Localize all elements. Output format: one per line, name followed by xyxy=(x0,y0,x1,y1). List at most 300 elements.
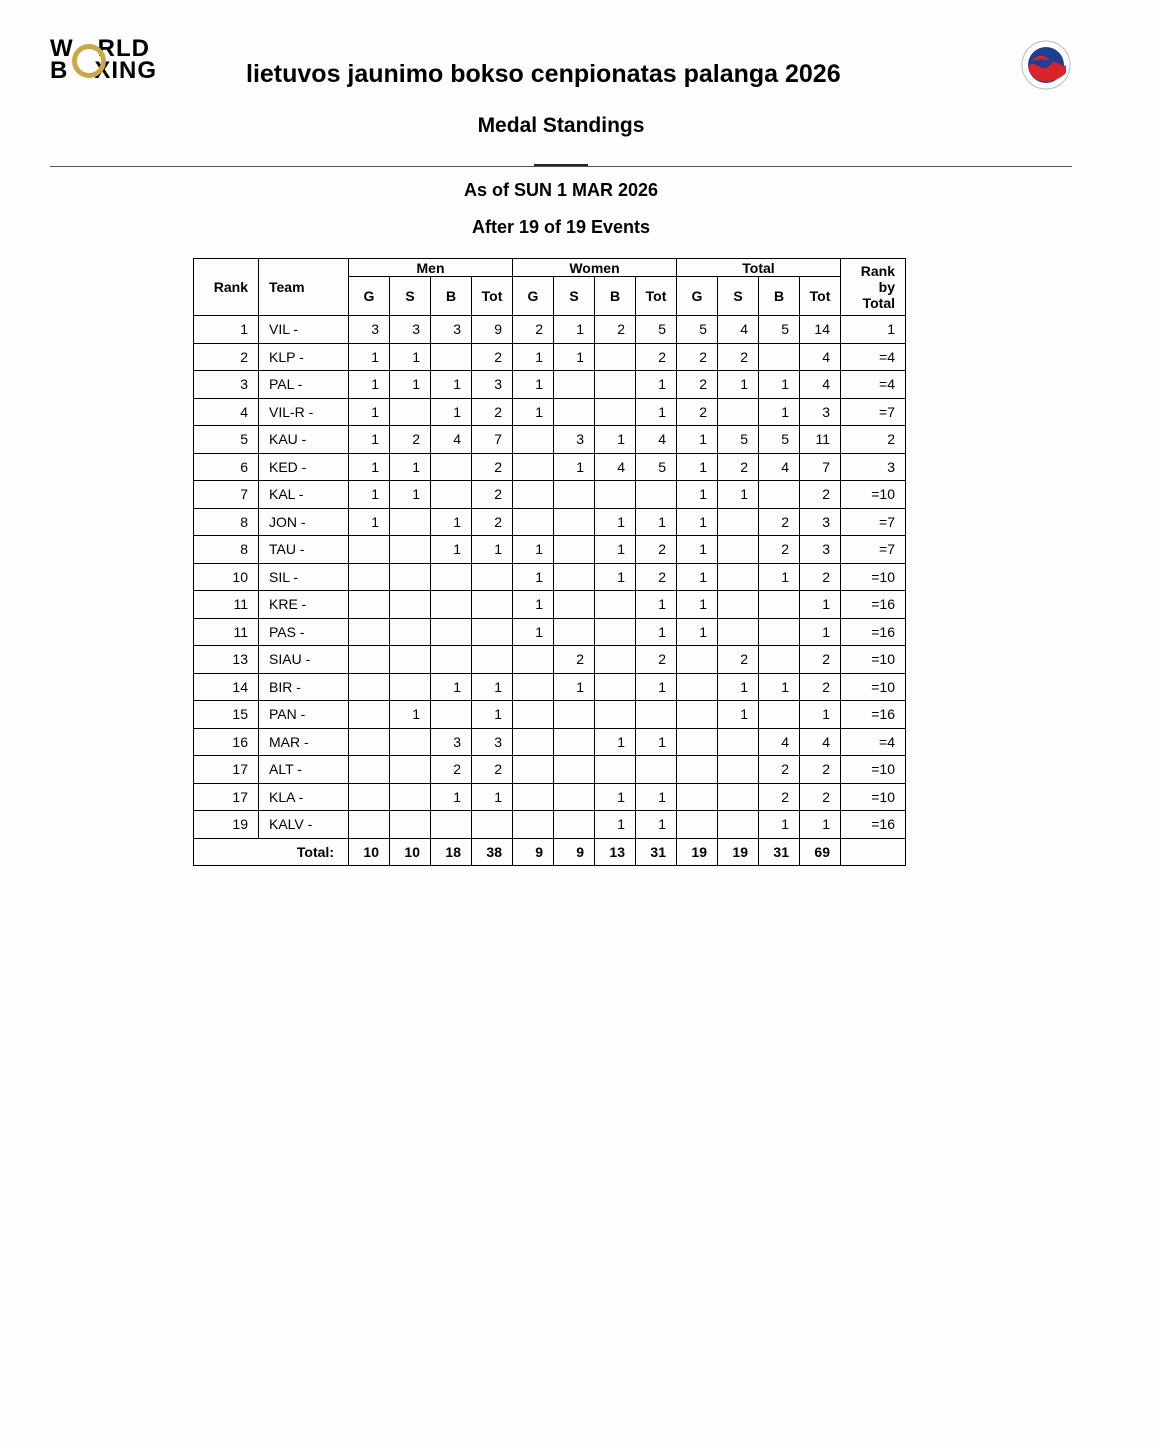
medal-count-cell: 9 xyxy=(472,316,513,344)
medal-count-cell xyxy=(513,481,554,509)
medal-count-cell: 2 xyxy=(800,673,841,701)
medal-count-cell: 1 xyxy=(759,563,800,591)
medal-count-cell: 2 xyxy=(800,756,841,784)
medal-count-cell xyxy=(595,371,636,399)
total-count-cell: 18 xyxy=(431,838,472,865)
medal-count-cell: 1 xyxy=(390,371,431,399)
medal-count-cell: 1 xyxy=(390,343,431,371)
rank-by-total-cell: =10 xyxy=(841,673,906,701)
medal-count-cell xyxy=(718,783,759,811)
medal-count-cell xyxy=(554,756,595,784)
total-count-cell: 69 xyxy=(800,838,841,865)
medal-count-cell xyxy=(636,701,677,729)
medal-count-cell: 1 xyxy=(513,398,554,426)
medal-count-cell: 2 xyxy=(759,783,800,811)
medal-count-cell: 1 xyxy=(554,453,595,481)
medal-count-cell: 2 xyxy=(472,481,513,509)
medal-count-cell: 4 xyxy=(759,728,800,756)
total-count-cell: 31 xyxy=(636,838,677,865)
medal-count-cell xyxy=(595,756,636,784)
header-team: Team xyxy=(259,259,349,316)
team-cell: KALV - xyxy=(259,811,349,839)
medal-count-cell xyxy=(513,811,554,839)
as-of-date: As of SUN 1 MAR 2026 xyxy=(463,180,659,200)
header-total-tot: Tot xyxy=(800,277,841,316)
medal-count-cell xyxy=(595,398,636,426)
medal-count-cell: 1 xyxy=(513,371,554,399)
medal-count-cell: 7 xyxy=(472,426,513,454)
medal-count-cell xyxy=(636,756,677,784)
rank-by-total-cell: =10 xyxy=(841,756,906,784)
team-cell: PAN - xyxy=(259,701,349,729)
medal-count-cell: 1 xyxy=(800,811,841,839)
medal-count-cell xyxy=(718,398,759,426)
medal-count-cell: 1 xyxy=(677,453,718,481)
world-boxing-logo xyxy=(50,35,190,84)
medal-count-cell: 1 xyxy=(349,453,390,481)
medal-count-cell xyxy=(431,481,472,509)
medal-count-cell: 2 xyxy=(759,536,800,564)
medal-count-cell xyxy=(349,563,390,591)
medal-count-cell xyxy=(472,811,513,839)
medal-count-cell: 1 xyxy=(431,673,472,701)
team-cell: VIL - xyxy=(259,316,349,344)
table-row xyxy=(194,591,906,619)
medal-count-cell: 1 xyxy=(513,536,554,564)
medal-count-cell: 1 xyxy=(677,563,718,591)
medal-count-cell xyxy=(390,646,431,674)
header-group-men: Men xyxy=(349,259,513,277)
medal-count-cell: 2 xyxy=(390,426,431,454)
medal-count-cell xyxy=(718,728,759,756)
header-men-tot: Tot xyxy=(472,277,513,316)
rank-cell: 6 xyxy=(194,453,259,481)
medal-count-cell xyxy=(472,618,513,646)
rank-by-total-cell: =10 xyxy=(841,783,906,811)
medal-count-cell xyxy=(595,343,636,371)
events-count: After 19 of 19 Events xyxy=(471,217,651,237)
medal-count-cell xyxy=(554,811,595,839)
header-total-g: G xyxy=(677,277,718,316)
medal-count-cell: 4 xyxy=(718,316,759,344)
medal-count-cell xyxy=(390,673,431,701)
medal-count-cell xyxy=(390,591,431,619)
medal-count-cell xyxy=(636,481,677,509)
medal-count-cell xyxy=(554,618,595,646)
table-row xyxy=(194,398,906,426)
team-cell: BIR - xyxy=(259,673,349,701)
medal-count-cell: 14 xyxy=(800,316,841,344)
rank-by-total-cell: =7 xyxy=(841,508,906,536)
medal-count-cell: 1 xyxy=(636,618,677,646)
medal-count-cell: 1 xyxy=(595,728,636,756)
medal-count-cell: 3 xyxy=(431,728,472,756)
medal-count-cell: 5 xyxy=(636,316,677,344)
rank-by-total-cell: 3 xyxy=(841,453,906,481)
medal-count-cell: 1 xyxy=(800,618,841,646)
medal-count-cell: 1 xyxy=(718,701,759,729)
medal-count-cell xyxy=(677,646,718,674)
table-row xyxy=(194,783,906,811)
medal-count-cell xyxy=(718,756,759,784)
medal-count-cell xyxy=(595,646,636,674)
medal-count-cell: 2 xyxy=(431,756,472,784)
medal-count-cell: 3 xyxy=(390,316,431,344)
medal-count-cell: 2 xyxy=(636,536,677,564)
medal-count-cell: 2 xyxy=(800,563,841,591)
medal-count-cell xyxy=(554,536,595,564)
medal-count-cell: 1 xyxy=(595,536,636,564)
medal-count-cell xyxy=(390,508,431,536)
medal-count-cell xyxy=(759,701,800,729)
header-total-b: B xyxy=(759,277,800,316)
team-cell: KLP - xyxy=(259,343,349,371)
header-rank-by-total xyxy=(841,259,906,316)
rank-cell: 4 xyxy=(194,398,259,426)
medal-count-cell: 1 xyxy=(595,811,636,839)
medal-count-cell xyxy=(513,673,554,701)
medal-count-cell: 3 xyxy=(800,536,841,564)
medal-count-cell xyxy=(554,481,595,509)
medal-count-cell xyxy=(390,783,431,811)
table-row xyxy=(194,481,906,509)
medal-count-cell xyxy=(349,701,390,729)
medal-count-cell xyxy=(554,701,595,729)
medal-count-cell xyxy=(349,783,390,811)
logo-text-rld: RLD xyxy=(97,35,150,62)
medal-count-cell: 1 xyxy=(595,563,636,591)
medal-count-cell: 2 xyxy=(759,508,800,536)
medal-count-cell: 3 xyxy=(800,398,841,426)
medal-count-cell: 4 xyxy=(800,371,841,399)
rank-cell: 3 xyxy=(194,371,259,399)
medal-count-cell: 2 xyxy=(554,646,595,674)
medal-count-cell xyxy=(513,728,554,756)
medal-count-cell xyxy=(677,756,718,784)
medal-count-cell: 1 xyxy=(472,783,513,811)
medal-count-cell: 1 xyxy=(677,508,718,536)
rank-cell: 5 xyxy=(194,426,259,454)
medal-count-cell: 1 xyxy=(718,481,759,509)
medal-count-cell xyxy=(554,371,595,399)
medal-count-cell xyxy=(349,591,390,619)
rank-by-total-cell: =16 xyxy=(841,591,906,619)
header-women-b: B xyxy=(595,277,636,316)
medal-count-cell xyxy=(472,646,513,674)
logo-ring-icon xyxy=(72,44,106,78)
total-count-cell: 9 xyxy=(554,838,595,865)
medal-count-cell: 1 xyxy=(800,591,841,619)
logo-text-b: B xyxy=(50,57,69,84)
medal-count-cell xyxy=(677,701,718,729)
total-count-cell: 9 xyxy=(513,838,554,865)
medal-count-cell: 1 xyxy=(800,701,841,729)
medal-count-cell xyxy=(554,728,595,756)
medal-count-cell: 1 xyxy=(636,591,677,619)
medal-count-cell xyxy=(718,508,759,536)
rank-cell: 11 xyxy=(194,618,259,646)
medal-count-cell xyxy=(718,591,759,619)
header-women-s: S xyxy=(554,277,595,316)
totals-row xyxy=(194,838,906,865)
medal-count-cell: 3 xyxy=(472,371,513,399)
medal-count-cell xyxy=(431,618,472,646)
medal-count-cell xyxy=(718,563,759,591)
medal-count-cell xyxy=(554,563,595,591)
totals-rank-cell xyxy=(841,838,906,865)
medal-count-cell: 2 xyxy=(677,371,718,399)
table-row xyxy=(194,536,906,564)
total-count-cell: 31 xyxy=(759,838,800,865)
rank-cell: 13 xyxy=(194,646,259,674)
medal-count-cell: 1 xyxy=(513,618,554,646)
medal-count-cell: 2 xyxy=(472,756,513,784)
rank-cell: 1 xyxy=(194,316,259,344)
totals-label: Total: xyxy=(194,838,349,865)
medal-count-cell: 1 xyxy=(595,783,636,811)
medal-count-cell: 3 xyxy=(554,426,595,454)
header-rank-by-total-line3: Total xyxy=(862,295,895,311)
table-row xyxy=(194,756,906,784)
rank-by-total-cell: =4 xyxy=(841,728,906,756)
table-row xyxy=(194,728,906,756)
medal-count-cell: 1 xyxy=(431,508,472,536)
medal-count-cell: 2 xyxy=(636,646,677,674)
rank-by-total-cell: 1 xyxy=(841,316,906,344)
medal-count-cell: 4 xyxy=(800,728,841,756)
medal-count-cell: 1 xyxy=(390,481,431,509)
medal-count-cell: 1 xyxy=(554,316,595,344)
medal-count-cell: 1 xyxy=(349,481,390,509)
header-divider xyxy=(50,166,1072,167)
medal-count-cell xyxy=(513,783,554,811)
table-row xyxy=(194,508,906,536)
medal-count-cell: 1 xyxy=(718,673,759,701)
medal-count-cell xyxy=(554,783,595,811)
medal-count-cell: 1 xyxy=(431,536,472,564)
medal-count-cell: 1 xyxy=(677,591,718,619)
total-count-cell: 19 xyxy=(718,838,759,865)
medal-count-cell xyxy=(349,756,390,784)
medal-count-cell: 1 xyxy=(595,426,636,454)
rank-by-total-cell: =16 xyxy=(841,701,906,729)
medal-count-cell xyxy=(677,783,718,811)
rank-cell: 17 xyxy=(194,783,259,811)
header-men-s: S xyxy=(390,277,431,316)
medal-count-cell xyxy=(431,701,472,729)
medal-count-cell: 2 xyxy=(759,756,800,784)
table-row xyxy=(194,618,906,646)
header-rank-by-total-line1: Rank xyxy=(860,263,895,279)
medal-count-cell: 3 xyxy=(800,508,841,536)
medal-count-cell xyxy=(431,563,472,591)
medal-count-cell xyxy=(677,811,718,839)
medal-count-cell: 1 xyxy=(472,536,513,564)
medal-count-cell: 2 xyxy=(513,316,554,344)
team-cell: VIL-R - xyxy=(259,398,349,426)
medal-count-cell: 2 xyxy=(718,453,759,481)
medal-count-cell: 2 xyxy=(472,398,513,426)
medal-count-cell: 7 xyxy=(800,453,841,481)
medal-count-cell xyxy=(431,591,472,619)
medal-count-cell xyxy=(431,453,472,481)
team-cell: KAL - xyxy=(259,481,349,509)
rank-cell: 15 xyxy=(194,701,259,729)
team-cell: KED - xyxy=(259,453,349,481)
medal-count-cell: 2 xyxy=(800,783,841,811)
header-group-total: Total xyxy=(677,259,841,277)
header-divider-mark xyxy=(534,164,588,166)
header-rank-by-total-line2: by xyxy=(878,279,895,295)
medal-count-cell: 1 xyxy=(554,673,595,701)
rank-by-total-cell: =16 xyxy=(841,811,906,839)
medal-count-cell xyxy=(349,536,390,564)
medal-count-cell xyxy=(513,453,554,481)
team-cell: ALT - xyxy=(259,756,349,784)
medal-count-cell xyxy=(472,563,513,591)
medal-count-cell: 5 xyxy=(759,426,800,454)
medal-count-cell: 4 xyxy=(800,343,841,371)
team-cell: MAR - xyxy=(259,728,349,756)
medal-count-cell xyxy=(759,343,800,371)
rank-cell: 8 xyxy=(194,536,259,564)
medal-count-cell: 5 xyxy=(718,426,759,454)
medal-count-cell: 2 xyxy=(595,316,636,344)
medal-count-cell: 3 xyxy=(349,316,390,344)
total-count-cell: 19 xyxy=(677,838,718,865)
medal-count-cell xyxy=(513,756,554,784)
federation-logo-icon xyxy=(1020,39,1072,91)
rank-by-total-cell: =4 xyxy=(841,343,906,371)
medal-count-cell: 11 xyxy=(800,426,841,454)
rank-by-total-cell: =7 xyxy=(841,398,906,426)
medal-count-cell xyxy=(759,591,800,619)
medal-count-cell xyxy=(390,398,431,426)
medal-count-cell xyxy=(718,536,759,564)
medal-count-cell xyxy=(390,811,431,839)
medal-count-cell xyxy=(513,701,554,729)
medal-count-cell xyxy=(595,591,636,619)
medal-count-cell: 1 xyxy=(390,453,431,481)
medal-count-cell: 1 xyxy=(636,371,677,399)
medal-count-cell: 2 xyxy=(718,646,759,674)
header-men-b: B xyxy=(431,277,472,316)
medal-count-cell xyxy=(554,591,595,619)
medal-count-cell: 1 xyxy=(431,398,472,426)
medal-count-cell xyxy=(390,728,431,756)
medal-count-cell: 1 xyxy=(636,508,677,536)
medal-count-cell: 2 xyxy=(800,481,841,509)
medal-count-cell xyxy=(759,618,800,646)
medal-count-cell: 5 xyxy=(677,316,718,344)
team-cell: KAU - xyxy=(259,426,349,454)
medal-count-cell: 3 xyxy=(472,728,513,756)
medal-count-cell: 2 xyxy=(636,563,677,591)
medal-count-cell: 4 xyxy=(636,426,677,454)
table-row xyxy=(194,811,906,839)
medal-count-cell: 4 xyxy=(431,426,472,454)
medal-count-cell xyxy=(513,646,554,674)
medal-count-cell xyxy=(595,673,636,701)
team-cell: PAL - xyxy=(259,371,349,399)
table-row xyxy=(194,316,906,344)
medal-count-cell: 1 xyxy=(349,371,390,399)
medal-count-cell: 4 xyxy=(759,453,800,481)
rank-cell: 10 xyxy=(194,563,259,591)
rank-cell: 16 xyxy=(194,728,259,756)
medal-count-cell xyxy=(390,618,431,646)
rank-cell: 11 xyxy=(194,591,259,619)
medal-count-cell: 1 xyxy=(472,701,513,729)
medal-count-cell: 1 xyxy=(677,618,718,646)
medal-count-cell: 2 xyxy=(472,453,513,481)
medal-count-cell xyxy=(718,618,759,646)
medal-count-cell: 2 xyxy=(800,646,841,674)
total-count-cell: 13 xyxy=(595,838,636,865)
medal-count-cell xyxy=(677,673,718,701)
medal-count-cell: 1 xyxy=(759,398,800,426)
team-cell: KRE - xyxy=(259,591,349,619)
medal-count-cell xyxy=(349,646,390,674)
header-total-s: S xyxy=(718,277,759,316)
medal-count-cell: 4 xyxy=(595,453,636,481)
table-body xyxy=(194,316,906,866)
rank-cell: 19 xyxy=(194,811,259,839)
team-cell: TAU - xyxy=(259,536,349,564)
medal-count-cell: 1 xyxy=(390,701,431,729)
medal-count-cell: 1 xyxy=(349,508,390,536)
medal-count-cell: 5 xyxy=(759,316,800,344)
rank-cell: 2 xyxy=(194,343,259,371)
medal-count-cell: 3 xyxy=(431,316,472,344)
rank-by-total-cell: =10 xyxy=(841,563,906,591)
medal-count-cell xyxy=(390,756,431,784)
medal-count-cell xyxy=(595,481,636,509)
logo-text-w: W xyxy=(50,35,74,62)
medal-count-cell xyxy=(349,673,390,701)
table-row xyxy=(194,646,906,674)
medal-count-cell xyxy=(472,591,513,619)
medal-count-cell: 2 xyxy=(718,343,759,371)
medal-count-cell xyxy=(390,536,431,564)
medal-count-cell: 1 xyxy=(636,783,677,811)
medal-count-cell: 1 xyxy=(513,591,554,619)
table-row xyxy=(194,673,906,701)
medal-count-cell xyxy=(349,811,390,839)
page-title: lietuvos jaunimo bokso cenpionatas palanga 2026 xyxy=(246,60,841,88)
rank-cell: 14 xyxy=(194,673,259,701)
medal-count-cell: 1 xyxy=(349,343,390,371)
medal-count-cell xyxy=(513,508,554,536)
table-row xyxy=(194,371,906,399)
total-count-cell: 38 xyxy=(472,838,513,865)
medal-count-cell xyxy=(349,728,390,756)
medal-count-cell: 1 xyxy=(349,398,390,426)
team-cell: KLA - xyxy=(259,783,349,811)
medal-count-cell xyxy=(718,811,759,839)
medal-count-cell xyxy=(759,646,800,674)
medal-count-cell: 1 xyxy=(759,371,800,399)
medal-count-cell xyxy=(431,343,472,371)
rank-by-total-cell: =7 xyxy=(841,536,906,564)
medal-count-cell xyxy=(595,701,636,729)
medal-count-cell: 2 xyxy=(472,343,513,371)
table-row xyxy=(194,701,906,729)
medal-count-cell: 1 xyxy=(595,508,636,536)
rank-cell: 8 xyxy=(194,508,259,536)
header-women-tot: Tot xyxy=(636,277,677,316)
header-women-g: G xyxy=(513,277,554,316)
